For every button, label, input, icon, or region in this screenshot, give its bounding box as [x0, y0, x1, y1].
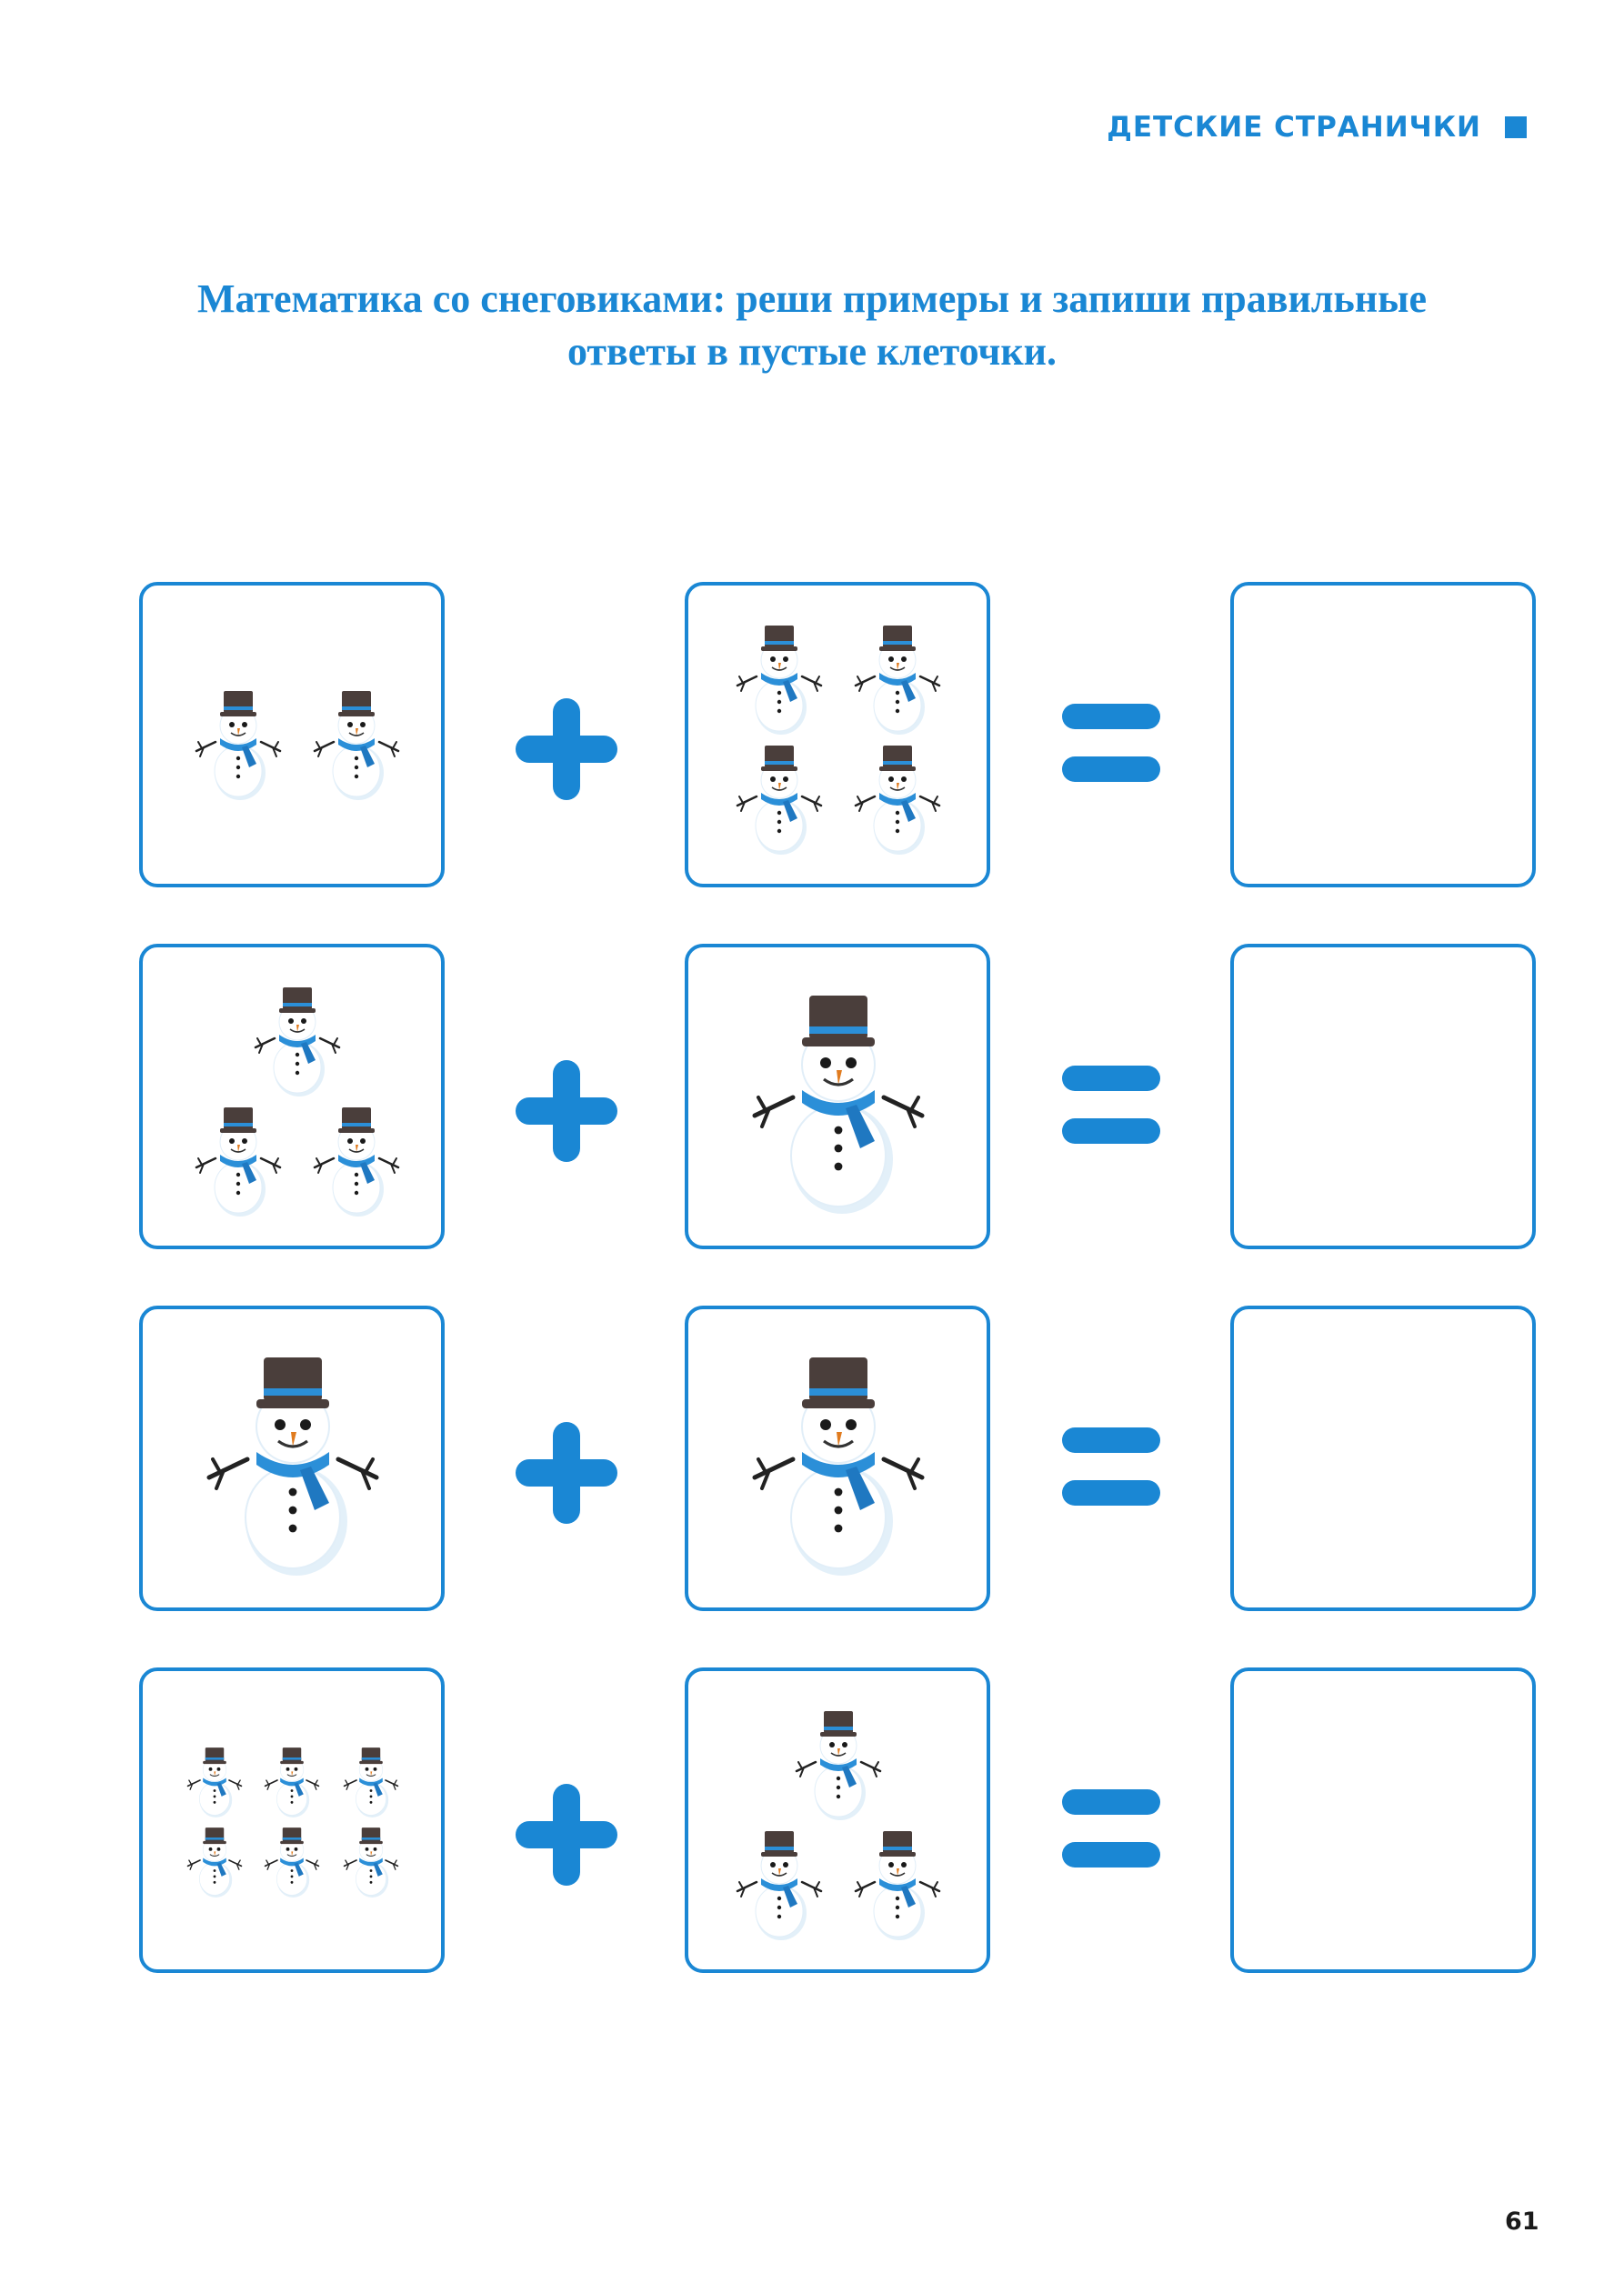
title-line-2: ответы в пустые клеточки.	[566, 329, 1058, 374]
page-number: 61	[1505, 2208, 1539, 2236]
snowman-icon	[185, 1739, 244, 1821]
plus-icon	[516, 1784, 617, 1886]
snowman-icon	[793, 1698, 884, 1826]
equals-icon	[1062, 704, 1160, 784]
snowman-icon	[342, 1819, 400, 1901]
snowman-icon	[263, 1739, 321, 1821]
snowman-icon	[193, 678, 284, 806]
right-operand-box	[685, 944, 990, 1249]
problem-row-2	[0, 944, 1624, 1247]
problem-row-3	[0, 1306, 1624, 1609]
answer-box[interactable]	[1230, 944, 1536, 1249]
answer-box[interactable]	[1230, 1306, 1536, 1611]
snowman-icon	[311, 678, 402, 806]
snowman-icon	[252, 975, 343, 1102]
snowman-icon	[747, 1332, 929, 1587]
right-operand-box	[685, 1667, 990, 1973]
snowman-icon	[747, 970, 929, 1225]
answer-box[interactable]	[1230, 1667, 1536, 1973]
problem-row-4	[0, 1667, 1624, 1971]
equals-icon	[1062, 1066, 1160, 1146]
left-operand-box	[139, 582, 445, 887]
snowman-icon	[734, 733, 825, 860]
title-line-1: Математика со снеговиками: реши примеры и запиши правильные	[197, 276, 1427, 321]
snowman-icon	[852, 613, 943, 740]
page-title	[136, 273, 1488, 378]
square-icon	[1505, 116, 1527, 138]
plus-icon	[516, 698, 617, 800]
plus-icon	[516, 1422, 617, 1524]
snowman-icon	[311, 1095, 402, 1222]
section-header	[1107, 111, 1527, 144]
snowman-icon	[852, 733, 943, 860]
right-operand-box	[685, 1306, 990, 1611]
answer-box[interactable]	[1230, 582, 1536, 887]
section-title: ДЕТСКИЕ СТРАНИЧКИ	[1107, 111, 1481, 144]
plus-icon	[516, 1060, 617, 1162]
snowman-icon	[342, 1739, 400, 1821]
left-operand-box	[139, 1306, 445, 1611]
right-operand-box	[685, 582, 990, 887]
snowman-icon	[202, 1332, 384, 1587]
left-operand-box	[139, 1667, 445, 1973]
snowman-icon	[734, 613, 825, 740]
equals-icon	[1062, 1427, 1160, 1507]
snowman-icon	[185, 1819, 244, 1901]
equals-icon	[1062, 1789, 1160, 1869]
snowman-icon	[193, 1095, 284, 1222]
left-operand-box	[139, 944, 445, 1249]
snowman-icon	[852, 1818, 943, 1946]
snowman-icon	[263, 1819, 321, 1901]
problem-row-1	[0, 582, 1624, 886]
snowman-icon	[734, 1818, 825, 1946]
